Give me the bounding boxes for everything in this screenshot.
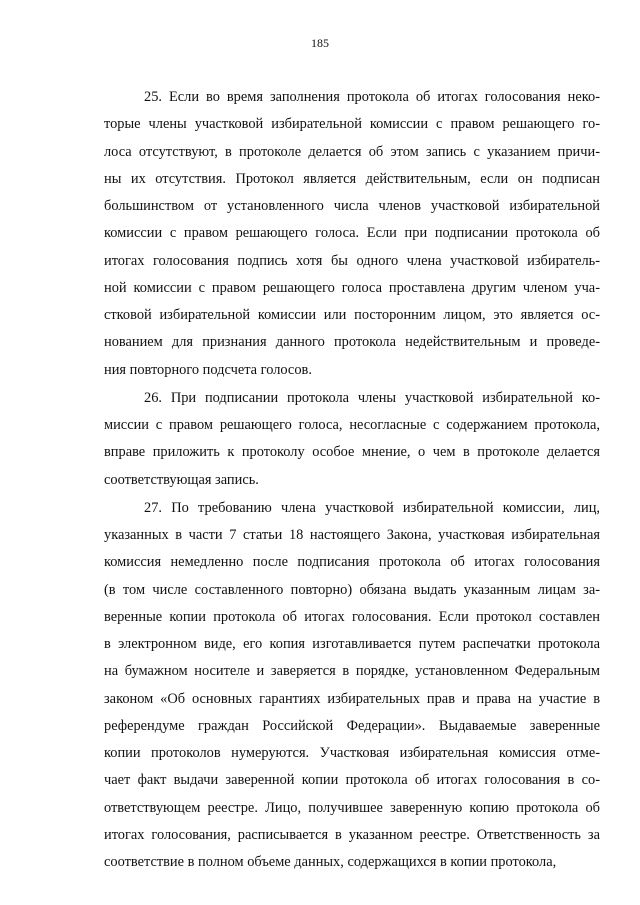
text-line: на бумажном носителе и заверяется в порядке, установленном Федеральным	[104, 663, 600, 680]
text-line: в электронном виде, его копия изготавливается путем распечатки протокола	[104, 636, 600, 652]
text-line: ной комиссии с правом решающего голоса проставлена другим членом уча-	[104, 279, 600, 296]
paragraph-27	[104, 495, 600, 877]
text-line: ны их отсутствия. Протокол является действительным, если он подписан	[104, 170, 600, 187]
text-line: вправе приложить к протоколу особое мнение, о чем в протоколе делается	[104, 444, 600, 461]
text-line: чает факт выдачи заверенной копии протокола об итогах голосования в со-	[104, 772, 600, 789]
text-line: соответствие в полном объеме данных, содержащихся в копии протокола,	[104, 854, 557, 870]
text-line: итогах голосования, расписывается в указанном реестре. Ответственность за	[104, 826, 600, 843]
text-line: комиссии с правом решающего голоса. Если при подписании протокола об	[104, 225, 600, 242]
text-line: копии протоколов нумеруются. Участковая избирательная комиссия отме-	[104, 745, 600, 761]
text-line: стковой избирательной комиссии или посторонним лицом, это является ос-	[104, 307, 600, 323]
page-number: 185	[311, 36, 329, 50]
text-line: итогах голосования подпись хотя бы одного члена участковой избиратель-	[104, 252, 600, 269]
text-line: торые члены участковой избирательной комиссии с правом решающего го-	[104, 116, 600, 133]
text-line: указанных в части 7 статьи 18 настоящего Закона, участковая избирательная	[104, 527, 600, 543]
text-line: ния повторного подсчета голосов.	[104, 361, 312, 378]
text-line: 27. По требованию члена участковой избирательной комиссии, лиц,	[144, 499, 600, 516]
text-line: нованием для признания данного протокола недействительным и проведе-	[104, 334, 600, 351]
text-line: миссии с правом решающего голоса, несогласные с содержанием протокола,	[104, 417, 600, 433]
text-line: (в том числе составленного повторно) обязана выдать указанным лицам за-	[104, 581, 600, 598]
text-line: 25. Если во время заполнения протокола об итогах голосования неко-	[144, 89, 600, 105]
document-body	[104, 84, 600, 877]
text-line: лоса отсутствуют, в протоколе делается об этом запись с указанием причи-	[104, 143, 600, 160]
text-line: законом «Об основных гарантиях избирательных прав и права на участие в	[104, 690, 600, 707]
paragraph-25	[104, 84, 600, 384]
text-line: 26. При подписании протокола члены участковой избирательной ко-	[144, 389, 600, 406]
text-line: большинством от установленного числа членов участковой избирательной	[104, 198, 600, 214]
text-line: комиссия немедленно после подписания протокола об итогах голосования	[104, 554, 600, 571]
paragraph-26	[104, 385, 600, 494]
text-line: веренные копии протокола об итогах голосования. Если протокол составлен	[104, 608, 600, 625]
text-line: ответствующем реестре. Лицо, получившее заверенную копию протокола об	[104, 799, 600, 816]
text-line: соответствующая запись.	[104, 471, 259, 488]
text-line: референдуме граждан Российской Федерации». Выдаваемые заверенные	[104, 717, 600, 734]
